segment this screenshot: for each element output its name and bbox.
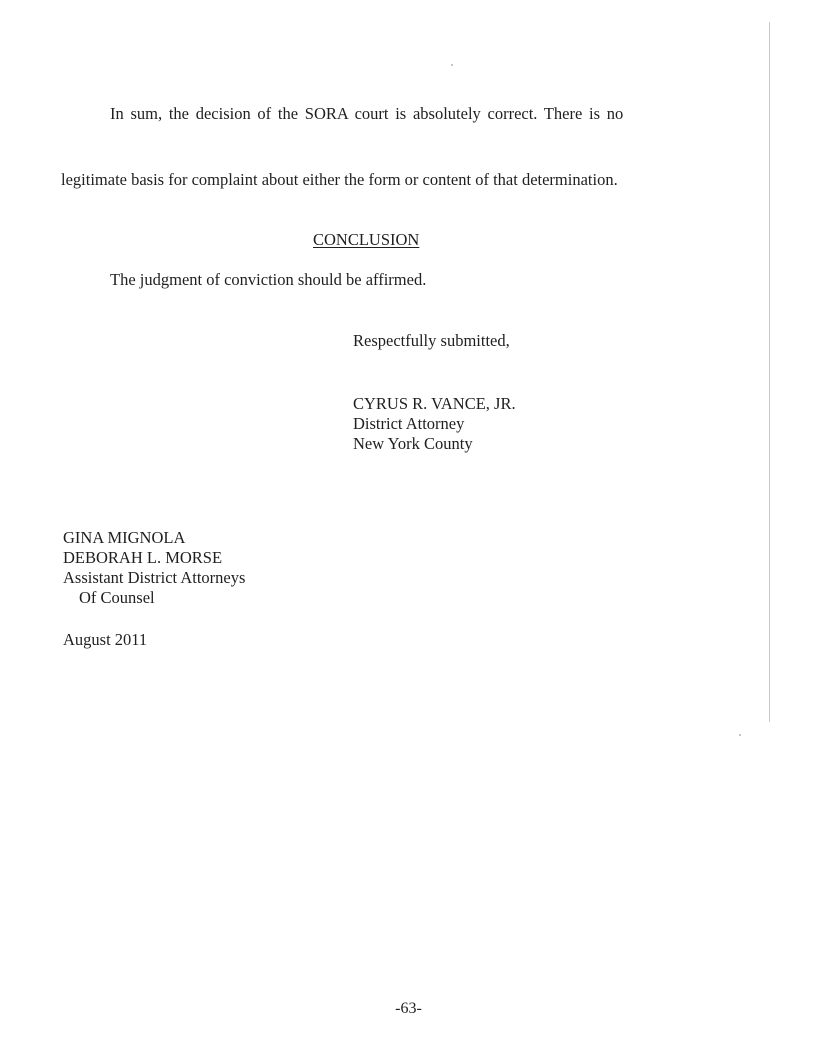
scan-speck	[451, 64, 453, 66]
document-date: August 2011	[63, 630, 148, 649]
body-paragraph-line-1: In sum, the decision of the SORA court is absolutely correct. There is no	[110, 104, 624, 123]
counsel-role: Assistant District Attorneys	[63, 568, 246, 587]
counsel-name: DEBORAH L. MORSE	[63, 548, 223, 567]
signer-name: CYRUS R. VANCE, JR.	[353, 394, 516, 413]
signature-block	[353, 394, 516, 454]
closing-line: Respectfully submitted,	[353, 331, 510, 350]
body-paragraph-line-2: legitimate basis for complaint about either the form or content of that determination.	[61, 170, 618, 189]
counsel-block	[63, 528, 245, 608]
counsel-name: GINA MIGNOLA	[63, 528, 186, 547]
of-counsel-label: Of Counsel	[79, 588, 155, 607]
scan-speck	[739, 734, 741, 736]
conclusion-paragraph: The judgment of conviction should be affirmed.	[110, 270, 427, 289]
signer-county: New York County	[353, 434, 473, 453]
signer-title: District Attorney	[353, 414, 465, 433]
scan-edge-line	[769, 22, 770, 722]
page-number: -63-	[395, 1000, 422, 1017]
section-heading: CONCLUSION	[313, 230, 420, 249]
